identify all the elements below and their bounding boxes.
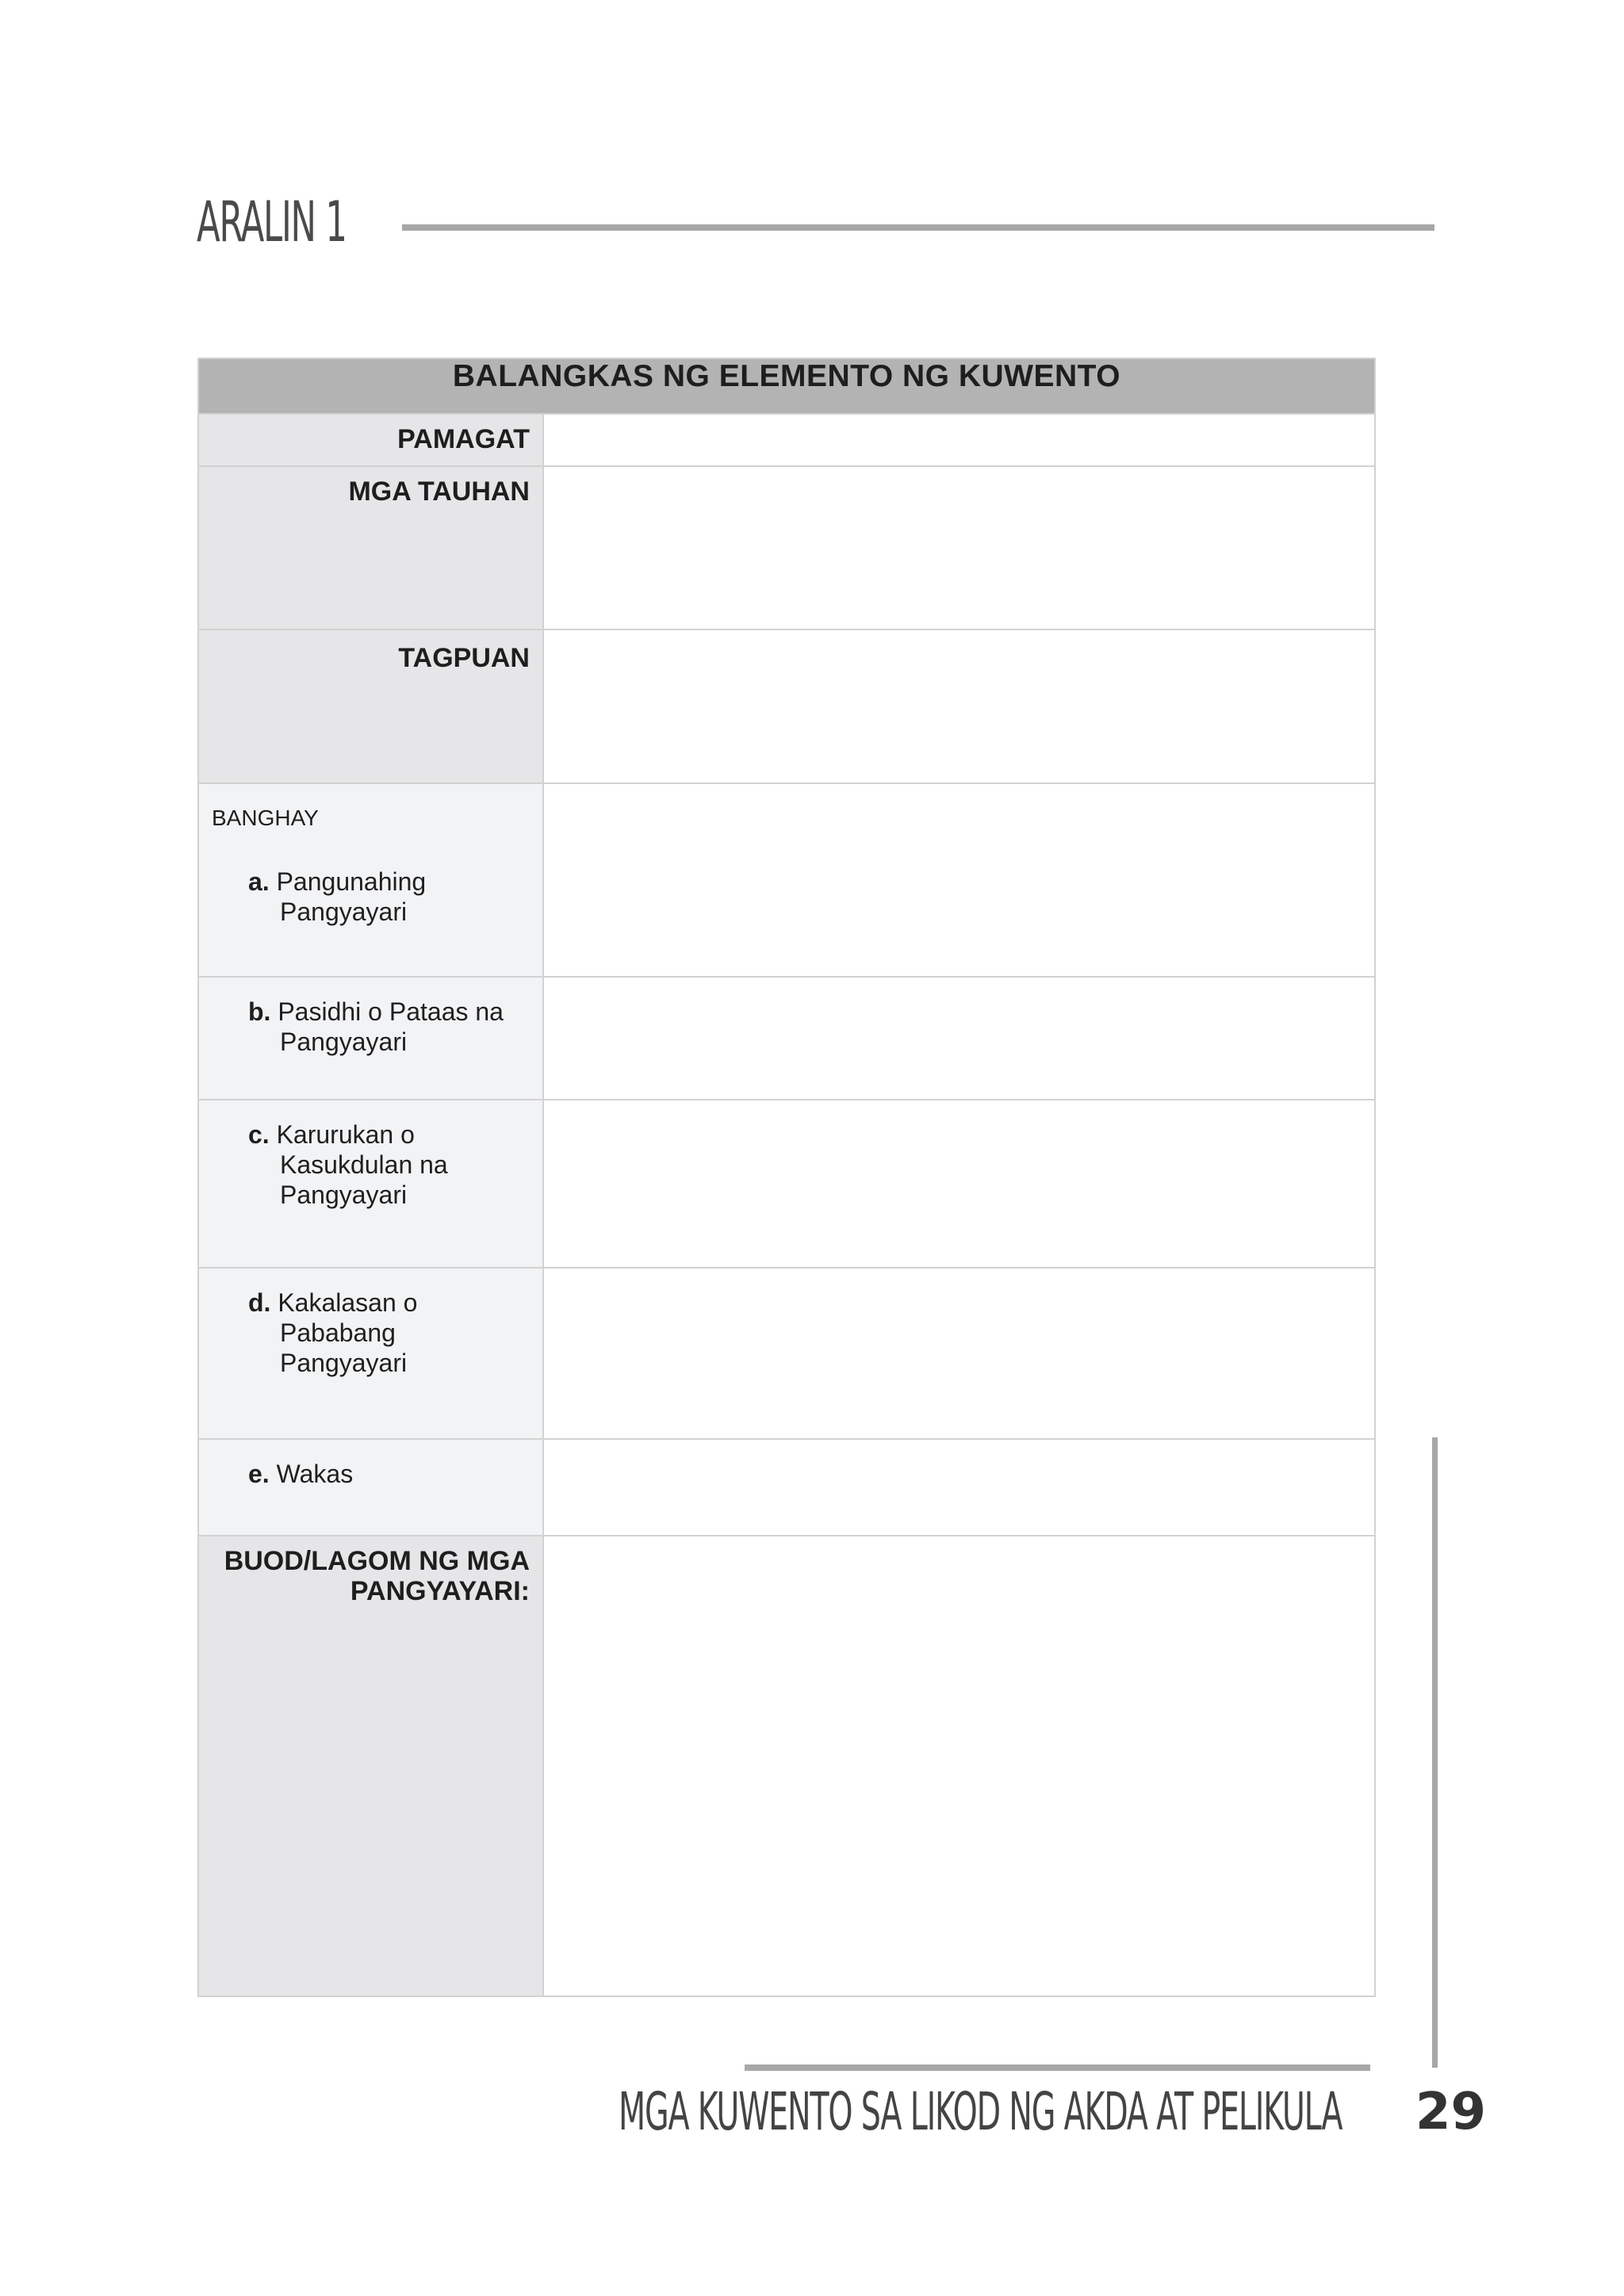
tagpuan-answer-cell[interactable] <box>543 629 1375 783</box>
buod-label-line: BUOD/LAGOM NG MGA <box>224 1546 530 1576</box>
tagpuan-label: TAGPUAN <box>198 629 543 783</box>
plot-item-text: Pangyayari <box>280 1181 408 1209</box>
plot-item-letter: c. <box>248 1120 270 1149</box>
plot-item-letter: d. <box>248 1288 271 1317</box>
plot-item-b-cell <box>198 977 543 1100</box>
plot-item-e <box>212 1459 530 1489</box>
buod-label <box>198 1536 543 1996</box>
lesson-title: ARALIN 1 <box>197 189 347 254</box>
table-row <box>198 414 1375 466</box>
plot-e-answer-cell[interactable] <box>543 1439 1375 1536</box>
table-row <box>198 977 1375 1100</box>
plot-item-c <box>212 1119 530 1210</box>
plot-item-letter: a. <box>248 867 270 896</box>
plot-item-letter: e. <box>248 1460 270 1488</box>
plot-item-e-cell <box>198 1439 543 1536</box>
banghay-cell <box>198 783 543 977</box>
table-row <box>198 629 1375 783</box>
buod-label-line: PANGYAYARI: <box>350 1576 530 1606</box>
header-rule <box>402 224 1434 231</box>
plot-item-text: Pangyayari <box>280 1027 408 1056</box>
plot-item-a <box>212 867 530 927</box>
plot-item-c-cell <box>198 1100 543 1268</box>
plot-item-text: Pangunahing <box>276 867 427 896</box>
table-row <box>198 1100 1375 1268</box>
plot-item-d-cell <box>198 1268 543 1439</box>
tauhan-label: MGA TAUHAN <box>198 466 543 629</box>
plot-c-answer-cell[interactable] <box>543 1100 1375 1268</box>
plot-item-text: Pangyayari <box>280 897 408 926</box>
footer-rule <box>745 2064 1370 2071</box>
plot-item-b <box>212 997 530 1057</box>
table-row <box>198 1268 1375 1439</box>
plot-item-text: Pasidhi o Pataas na <box>278 997 504 1026</box>
table-row <box>198 1536 1375 1996</box>
story-elements-table <box>197 358 1376 1997</box>
banghay-label: BANGHAY <box>212 806 319 830</box>
plot-a-answer-cell[interactable] <box>543 783 1375 977</box>
tauhan-answer-cell[interactable] <box>543 466 1375 629</box>
pamagat-answer-cell[interactable] <box>543 414 1375 466</box>
plot-item-letter: b. <box>248 997 271 1026</box>
table-title-row <box>198 358 1375 414</box>
plot-d-answer-cell[interactable] <box>543 1268 1375 1439</box>
page-number: 29 <box>1415 2083 1487 2141</box>
plot-item-text: Karurukan o <box>276 1120 415 1149</box>
table-row <box>198 466 1375 629</box>
table-title: BALANGKAS NG ELEMENTO NG KUWENTO <box>198 358 1375 414</box>
plot-item-text: Wakas <box>276 1460 354 1488</box>
pamagat-label: PAMAGAT <box>198 414 543 466</box>
plot-item-text: Kakalasan o <box>278 1288 418 1317</box>
plot-item-text: Kasukdulan na <box>280 1150 448 1179</box>
buod-answer-cell[interactable] <box>543 1536 1375 1996</box>
table-row <box>198 1439 1375 1536</box>
side-rule <box>1432 1437 1438 2068</box>
table-row <box>198 783 1375 977</box>
plot-b-answer-cell[interactable] <box>543 977 1375 1100</box>
plot-item-text: Pababang <box>280 1318 396 1347</box>
plot-item-d <box>212 1288 530 1378</box>
book-title: MGA KUWENTO SA LIKOD NG AKDA AT PELIKULA <box>619 2081 1342 2142</box>
plot-item-text: Pangyayari <box>280 1349 408 1377</box>
